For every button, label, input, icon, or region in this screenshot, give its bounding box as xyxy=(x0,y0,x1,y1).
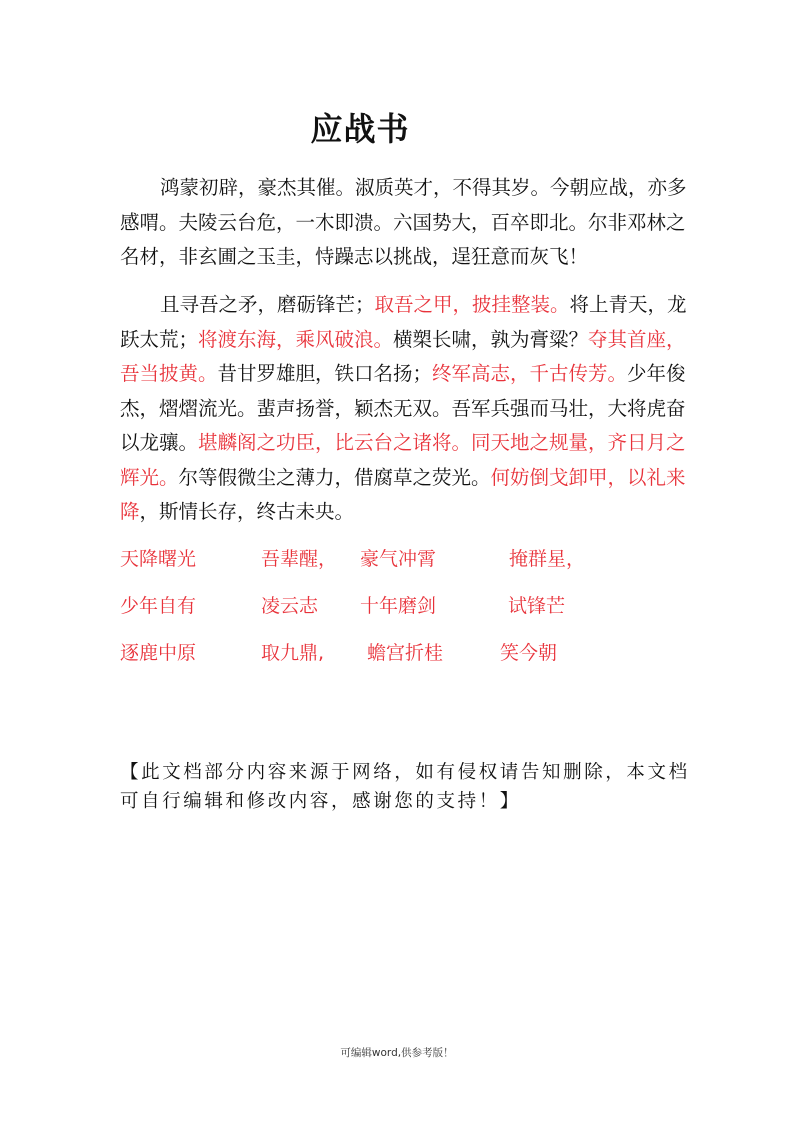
para2-segment: 且寻吾之矛，磨砺锋芒； xyxy=(160,293,375,316)
poem-phrase: 豪气冲霄 xyxy=(360,548,437,570)
poem-phrase: 天降曙光 xyxy=(120,548,197,570)
poem-row-3 xyxy=(120,638,680,668)
poem-phrase: 十年磨剑 xyxy=(360,595,437,617)
poem-row-1 xyxy=(120,544,680,574)
para2-segment: 少年俊杰，熠熠流光。蜚声扬誉，颖杰无双。吾军兵强而马壮，大将虎奋以龙骧。 xyxy=(120,362,686,454)
paragraph-1: 鸿蒙初辟，豪杰其催。淑质英才，不得其岁。今朝应战，亦多感喟。夫陵云台危，一木即溃。六国势大，百卒即北。尔非邓林之名材，非玄圃之玉圭，恃躁志以挑战，逞狂意而灰飞！ xyxy=(120,176,687,268)
copyright-notice: 【此文档部分内容来源于网络，如有侵权请告知删除，本文档可自行编辑和修改内容，感谢您的支持！】 xyxy=(120,762,690,812)
document-title: 应战书 xyxy=(310,110,410,148)
para2-segment-highlight: 何妨倒戈卸甲，以礼来降 xyxy=(120,465,686,523)
page-footer: 可编辑word,供参考版！ xyxy=(340,1047,454,1059)
para2-segment-highlight: 终军高志，千古传芳。 xyxy=(432,362,628,385)
poem-row-2 xyxy=(120,591,680,621)
poem-phrase: 蟾宫折桂 xyxy=(367,642,444,664)
para2-segment: 昔甘罗雄胆，铁口名扬； xyxy=(217,362,433,385)
para2-segment-highlight: 同天地之规量，齐日月之辉光。 xyxy=(120,431,686,489)
para2-segment: ，斯情长存，终古未央。 xyxy=(139,500,355,523)
poem-phrase: 吾辈醒， xyxy=(261,548,338,570)
para2-segment: 横槊长啸，孰为膏粱？ xyxy=(393,327,589,351)
poem-phrase: 掩群星， xyxy=(509,548,586,570)
poem-phrase: 试锋芒 xyxy=(508,595,566,617)
para2-segment: 尔等假微尘之薄力，借腐草之荧光。 xyxy=(178,465,491,489)
poem-phrase: 取九鼎, xyxy=(261,642,325,664)
poem-phrase: 笑今朝 xyxy=(500,642,558,664)
para2-segment-highlight: 取吾之甲，披挂整装。 xyxy=(374,293,570,316)
poem-phrase: 逐鹿中原 xyxy=(120,642,197,664)
poem-phrase: 少年自有 xyxy=(120,595,197,617)
para2-segment-highlight: 堪麟阁之功臣，比云台之诸将。 xyxy=(198,431,472,454)
poem-phrase: 凌云志 xyxy=(261,595,319,617)
para2-segment-highlight: 将渡东海，乘风破浪。 xyxy=(198,327,394,351)
paragraph-2 xyxy=(120,288,694,530)
para2-segment: 将上青天，龙跃太荒； xyxy=(120,293,687,351)
para2-segment-highlight: 夺其首座，吾当披黄。 xyxy=(120,327,686,385)
